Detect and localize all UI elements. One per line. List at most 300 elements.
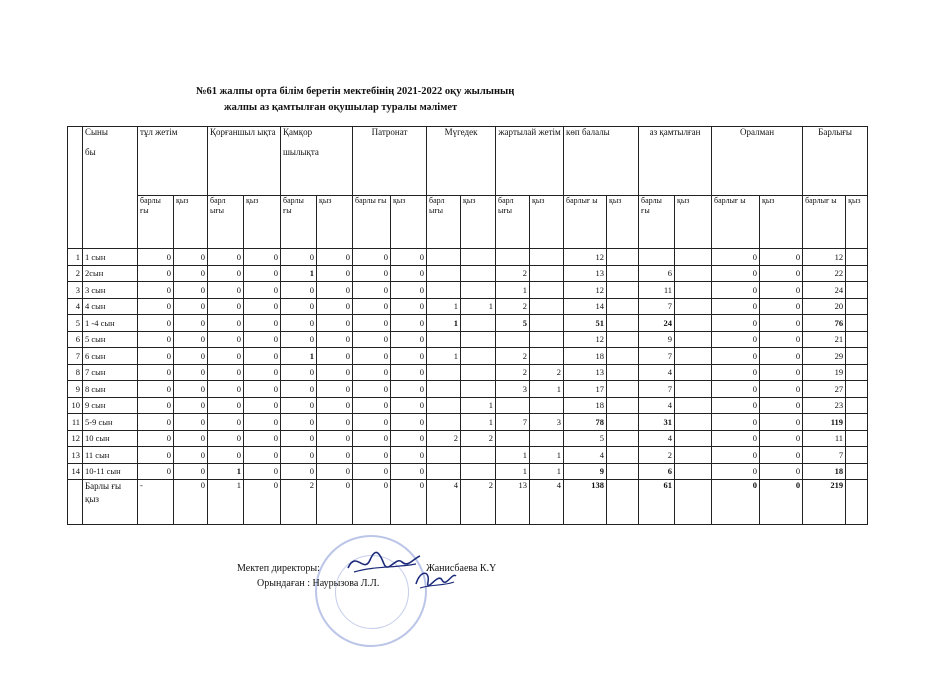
- table-cell: [607, 315, 639, 332]
- table-row: [68, 397, 868, 414]
- table-cell: 0: [317, 414, 353, 431]
- subheader-girls: қыз: [174, 196, 208, 249]
- table-cell: 0: [244, 430, 281, 447]
- table-cell: [675, 447, 712, 464]
- table-cell: 2: [496, 348, 530, 365]
- table-cell: 0: [317, 249, 353, 266]
- table-cell: 119: [803, 414, 846, 431]
- subheader-girls: қыз: [244, 196, 281, 249]
- table-cell: 0: [174, 463, 208, 480]
- row-class: 6 сын: [83, 348, 138, 365]
- table-cell: [846, 331, 868, 348]
- table-cell: 1: [427, 315, 461, 332]
- table-cell: 0: [138, 447, 174, 464]
- row-number: 1: [68, 249, 83, 266]
- table-cell: 0: [174, 364, 208, 381]
- total-cell: 219: [803, 480, 846, 525]
- table-cell: [675, 315, 712, 332]
- title-line-1: №61 жалпы орта білім беретін мектебінің 2021-2022 оқу жылының: [196, 86, 515, 97]
- table-cell: 0: [138, 282, 174, 299]
- table-cell: [607, 298, 639, 315]
- table-cell: 0: [353, 282, 391, 299]
- table-cell: [607, 364, 639, 381]
- table-cell: 0: [244, 381, 281, 398]
- table-cell: 0: [353, 447, 391, 464]
- table-cell: [530, 249, 564, 266]
- row-number: 5: [68, 315, 83, 332]
- table-cell: [461, 331, 496, 348]
- table-cell: 1: [427, 348, 461, 365]
- table-cell: [496, 249, 530, 266]
- header-group: Мүгедек: [427, 127, 496, 196]
- table-cell: [607, 414, 639, 431]
- total-cell: 0: [712, 480, 760, 525]
- data-table: [67, 126, 868, 525]
- table-cell: 11: [639, 282, 675, 299]
- table-cell: 11: [803, 430, 846, 447]
- table-cell: 1: [530, 447, 564, 464]
- table-cell: 24: [803, 282, 846, 299]
- table-cell: [530, 265, 564, 282]
- table-cell: 0: [138, 397, 174, 414]
- table-cell: 0: [281, 331, 317, 348]
- director-name: Жанисбаева К.Ү: [426, 563, 497, 574]
- table-cell: 0: [353, 315, 391, 332]
- table-cell: 0: [208, 331, 244, 348]
- table-cell: 0: [712, 397, 760, 414]
- table-cell: 0: [174, 282, 208, 299]
- table-cell: 0: [208, 414, 244, 431]
- table-cell: [427, 414, 461, 431]
- row-number: 4: [68, 298, 83, 315]
- table-cell: 0: [281, 430, 317, 447]
- table-cell: 0: [317, 282, 353, 299]
- header-group: Оралман: [712, 127, 803, 196]
- table-cell: 12: [564, 282, 607, 299]
- table-cell: 0: [391, 315, 427, 332]
- total-dash: -: [138, 480, 174, 525]
- table-cell: 3: [496, 381, 530, 398]
- table-cell: 0: [317, 331, 353, 348]
- table-cell: 76: [803, 315, 846, 332]
- table-cell: 18: [564, 397, 607, 414]
- table-cell: 4: [564, 447, 607, 464]
- row-class: 5 сын: [83, 331, 138, 348]
- table-cell: 0: [760, 331, 803, 348]
- table-cell: [846, 249, 868, 266]
- subheader-total: барлы ғы: [138, 196, 174, 249]
- table-cell: 0: [712, 348, 760, 365]
- header-group: жартылай жетім: [496, 127, 564, 196]
- table-cell: [675, 414, 712, 431]
- row-number: 14: [68, 463, 83, 480]
- table-cell: 0: [174, 430, 208, 447]
- table-cell: [675, 381, 712, 398]
- total-cell: 0: [391, 480, 427, 525]
- executor-line: Орындаған : Наурызова Л.Л.: [257, 578, 380, 589]
- table-row: [68, 265, 868, 282]
- table-cell: [461, 381, 496, 398]
- table-cell: 0: [281, 298, 317, 315]
- table-cell: 0: [712, 282, 760, 299]
- table-cell: 0: [138, 298, 174, 315]
- table-cell: 0: [760, 298, 803, 315]
- table-cell: 0: [353, 298, 391, 315]
- table-cell: 12: [564, 249, 607, 266]
- table-cell: [675, 249, 712, 266]
- table-cell: 0: [391, 447, 427, 464]
- row-number: 11: [68, 414, 83, 431]
- table-cell: 29: [803, 348, 846, 365]
- table-cell: [461, 315, 496, 332]
- table-cell: [607, 397, 639, 414]
- table-cell: 1: [427, 298, 461, 315]
- table-cell: 0: [317, 463, 353, 480]
- table-cell: 6: [639, 463, 675, 480]
- table-cell: 2: [639, 447, 675, 464]
- table-cell: 0: [353, 463, 391, 480]
- total-cell: 138: [564, 480, 607, 525]
- table-cell: 1: [461, 397, 496, 414]
- table-cell: 7: [639, 298, 675, 315]
- table-cell: 0: [138, 414, 174, 431]
- table-cell: 78: [564, 414, 607, 431]
- table-cell: 0: [281, 447, 317, 464]
- table-cell: [427, 397, 461, 414]
- table-cell: [427, 447, 461, 464]
- total-cell: [607, 480, 639, 525]
- header-group: Патронат: [353, 127, 427, 196]
- table-cell: [675, 331, 712, 348]
- table-cell: 0: [244, 397, 281, 414]
- table-cell: 4: [639, 364, 675, 381]
- table-cell: 7: [803, 447, 846, 464]
- table-cell: 2: [530, 364, 564, 381]
- table-row: [68, 430, 868, 447]
- table-cell: 0: [281, 397, 317, 414]
- table-cell: 0: [712, 364, 760, 381]
- table-cell: [846, 447, 868, 464]
- table-cell: 0: [391, 397, 427, 414]
- table-cell: [607, 447, 639, 464]
- table-cell: 0: [208, 364, 244, 381]
- table-cell: 18: [803, 463, 846, 480]
- table-cell: 0: [317, 381, 353, 398]
- table-cell: 0: [174, 315, 208, 332]
- table-cell: [846, 463, 868, 480]
- table-cell: 7: [639, 381, 675, 398]
- table-cell: 0: [244, 282, 281, 299]
- subheader-total: барлы ғы: [353, 196, 391, 249]
- table-cell: 0: [353, 430, 391, 447]
- table-cell: 1: [461, 414, 496, 431]
- row-class: 7 сын: [83, 364, 138, 381]
- table-cell: [607, 282, 639, 299]
- table-cell: 0: [208, 430, 244, 447]
- table-cell: 2: [496, 265, 530, 282]
- table-cell: 0: [244, 348, 281, 365]
- table-cell: 31: [639, 414, 675, 431]
- table-cell: 0: [208, 381, 244, 398]
- table-cell: 0: [138, 249, 174, 266]
- table-cell: [607, 249, 639, 266]
- table-cell: 21: [803, 331, 846, 348]
- table-cell: 0: [712, 265, 760, 282]
- table-cell: 14: [564, 298, 607, 315]
- table-cell: [496, 430, 530, 447]
- table-cell: [639, 249, 675, 266]
- total-cell: 4: [530, 480, 564, 525]
- table-cell: [530, 331, 564, 348]
- table-cell: 0: [760, 463, 803, 480]
- table-cell: 0: [281, 414, 317, 431]
- table-cell: 0: [244, 298, 281, 315]
- table-cell: 0: [391, 331, 427, 348]
- subheader-girls: қыз: [317, 196, 353, 249]
- table-cell: 1: [496, 282, 530, 299]
- header-group: Қорғаншыл ықта: [208, 127, 281, 196]
- row-number: 10: [68, 397, 83, 414]
- table-row: [68, 315, 868, 332]
- table-cell: [427, 463, 461, 480]
- table-cell: 18: [564, 348, 607, 365]
- table-cell: 0: [138, 265, 174, 282]
- table-cell: 51: [564, 315, 607, 332]
- table-cell: 0: [244, 249, 281, 266]
- total-cell: 0: [174, 480, 208, 525]
- subheader-girls: қыз: [461, 196, 496, 249]
- table-cell: 0: [138, 364, 174, 381]
- header-group: аз қамтылған: [639, 127, 712, 196]
- table-cell: 1: [530, 463, 564, 480]
- table-cell: 3: [530, 414, 564, 431]
- table-cell: 0: [244, 414, 281, 431]
- subheader-girls: қыз: [391, 196, 427, 249]
- table-cell: 13: [564, 265, 607, 282]
- table-cell: [675, 430, 712, 447]
- table-cell: 0: [208, 249, 244, 266]
- table-cell: 0: [208, 348, 244, 365]
- table-cell: 0: [391, 298, 427, 315]
- table-cell: 0: [353, 381, 391, 398]
- table-cell: 0: [353, 249, 391, 266]
- table-cell: 0: [317, 348, 353, 365]
- header-row-sub: [68, 196, 868, 249]
- header-group: Барлығы: [803, 127, 868, 196]
- table-cell: 0: [712, 331, 760, 348]
- table-cell: 0: [712, 249, 760, 266]
- row-class: 5-9 сын: [83, 414, 138, 431]
- table-cell: 0: [138, 315, 174, 332]
- table-cell: 0: [281, 315, 317, 332]
- table-cell: 2: [496, 364, 530, 381]
- table-cell: [461, 348, 496, 365]
- table-cell: 0: [712, 430, 760, 447]
- table-cell: 0: [174, 381, 208, 398]
- total-cell: [675, 480, 712, 525]
- table-cell: 0: [138, 463, 174, 480]
- table-cell: 0: [353, 364, 391, 381]
- total-cell: 0: [760, 480, 803, 525]
- subheader-girls: қыз: [846, 196, 868, 249]
- table-cell: [846, 430, 868, 447]
- table-cell: 0: [244, 463, 281, 480]
- table-cell: [427, 381, 461, 398]
- table-cell: 0: [760, 414, 803, 431]
- subheader-girls: қыз: [675, 196, 712, 249]
- table-cell: 0: [353, 265, 391, 282]
- table-cell: 0: [760, 381, 803, 398]
- table-cell: [461, 265, 496, 282]
- table-cell: 0: [138, 331, 174, 348]
- table-cell: 0: [174, 249, 208, 266]
- table-cell: [496, 397, 530, 414]
- table-cell: 0: [317, 397, 353, 414]
- table-cell: 0: [208, 298, 244, 315]
- table-cell: 0: [712, 381, 760, 398]
- table-cell: 0: [281, 381, 317, 398]
- table-cell: 0: [760, 397, 803, 414]
- table-cell: 0: [391, 463, 427, 480]
- total-cell: 2: [281, 480, 317, 525]
- table-cell: 0: [353, 397, 391, 414]
- table-cell: [846, 298, 868, 315]
- table-cell: 7: [639, 348, 675, 365]
- table-cell: 12: [803, 249, 846, 266]
- table-cell: 0: [174, 298, 208, 315]
- table-cell: 27: [803, 381, 846, 398]
- table-cell: 23: [803, 397, 846, 414]
- table-cell: 9: [564, 463, 607, 480]
- table-cell: [675, 298, 712, 315]
- table-cell: 0: [760, 364, 803, 381]
- director-label: Мектеп директоры:: [237, 563, 320, 574]
- table-cell: 6: [639, 265, 675, 282]
- row-class: 11 сын: [83, 447, 138, 464]
- total-row: [68, 480, 868, 525]
- table-cell: [607, 348, 639, 365]
- total-cell: 2: [461, 480, 496, 525]
- row-class: 8 сын: [83, 381, 138, 398]
- row-class: 2сын: [83, 265, 138, 282]
- subheader-girls: қыз: [760, 196, 803, 249]
- row-class: 9 сын: [83, 397, 138, 414]
- table-cell: [675, 463, 712, 480]
- table-cell: [461, 463, 496, 480]
- table-cell: [607, 265, 639, 282]
- table-cell: [496, 331, 530, 348]
- table-cell: [607, 381, 639, 398]
- table-cell: 0: [244, 364, 281, 381]
- table-row: [68, 282, 868, 299]
- table-cell: 1: [496, 447, 530, 464]
- table-row: [68, 364, 868, 381]
- table-cell: 0: [760, 348, 803, 365]
- table-cell: 0: [317, 364, 353, 381]
- table-cell: [675, 282, 712, 299]
- row-number: 8: [68, 364, 83, 381]
- table-cell: 0: [760, 249, 803, 266]
- table-cell: 0: [174, 414, 208, 431]
- table-cell: 13: [564, 364, 607, 381]
- table-cell: 0: [244, 331, 281, 348]
- row-number: 12: [68, 430, 83, 447]
- table-cell: 20: [803, 298, 846, 315]
- total-label: Барлы ғы қыз: [83, 480, 138, 525]
- row-number: 13: [68, 447, 83, 464]
- table-cell: 4: [639, 430, 675, 447]
- subheader-total: барл ығы: [208, 196, 244, 249]
- table-cell: 0: [208, 397, 244, 414]
- table-cell: 2: [427, 430, 461, 447]
- table-row: [68, 298, 868, 315]
- table-cell: 0: [281, 463, 317, 480]
- row-number: 9: [68, 381, 83, 398]
- table-cell: 0: [174, 265, 208, 282]
- header-group: көп балалы: [564, 127, 639, 196]
- table-cell: [846, 364, 868, 381]
- table-cell: 0: [760, 447, 803, 464]
- table-cell: 4: [639, 397, 675, 414]
- table-cell: 9: [639, 331, 675, 348]
- header-row-groups: [68, 127, 868, 196]
- total-cell: 1: [208, 480, 244, 525]
- table-cell: [427, 364, 461, 381]
- row-number: 2: [68, 265, 83, 282]
- table-cell: [427, 265, 461, 282]
- table-cell: 0: [208, 447, 244, 464]
- table-cell: 0: [317, 265, 353, 282]
- total-cell: 13: [496, 480, 530, 525]
- table-row: [68, 447, 868, 464]
- table-row: [68, 348, 868, 365]
- table-cell: 5: [564, 430, 607, 447]
- table-row: [68, 331, 868, 348]
- table-cell: 0: [712, 447, 760, 464]
- table-cell: 0: [760, 315, 803, 332]
- row-class: 4 сын: [83, 298, 138, 315]
- table-cell: 0: [712, 298, 760, 315]
- table-cell: 0: [208, 282, 244, 299]
- table-cell: 0: [353, 414, 391, 431]
- table-cell: 0: [760, 430, 803, 447]
- row-number: 3: [68, 282, 83, 299]
- subheader-girls: қыз: [607, 196, 639, 249]
- table-cell: 0: [391, 282, 427, 299]
- total-cell: 4: [427, 480, 461, 525]
- row-class: 1 сын: [83, 249, 138, 266]
- table-cell: [427, 249, 461, 266]
- table-cell: 0: [317, 298, 353, 315]
- total-cell: [846, 480, 868, 525]
- table-cell: 0: [281, 249, 317, 266]
- table-cell: 0: [712, 463, 760, 480]
- table-cell: [675, 397, 712, 414]
- table-cell: [461, 447, 496, 464]
- table-cell: 0: [353, 348, 391, 365]
- table-cell: [461, 282, 496, 299]
- row-class: 10 сын: [83, 430, 138, 447]
- table-cell: 0: [391, 414, 427, 431]
- table-cell: 22: [803, 265, 846, 282]
- table-cell: [427, 282, 461, 299]
- table-cell: 0: [174, 447, 208, 464]
- table-body: [68, 249, 868, 525]
- table-cell: [846, 381, 868, 398]
- table-cell: [530, 315, 564, 332]
- table-cell: 1: [208, 463, 244, 480]
- table-cell: [846, 282, 868, 299]
